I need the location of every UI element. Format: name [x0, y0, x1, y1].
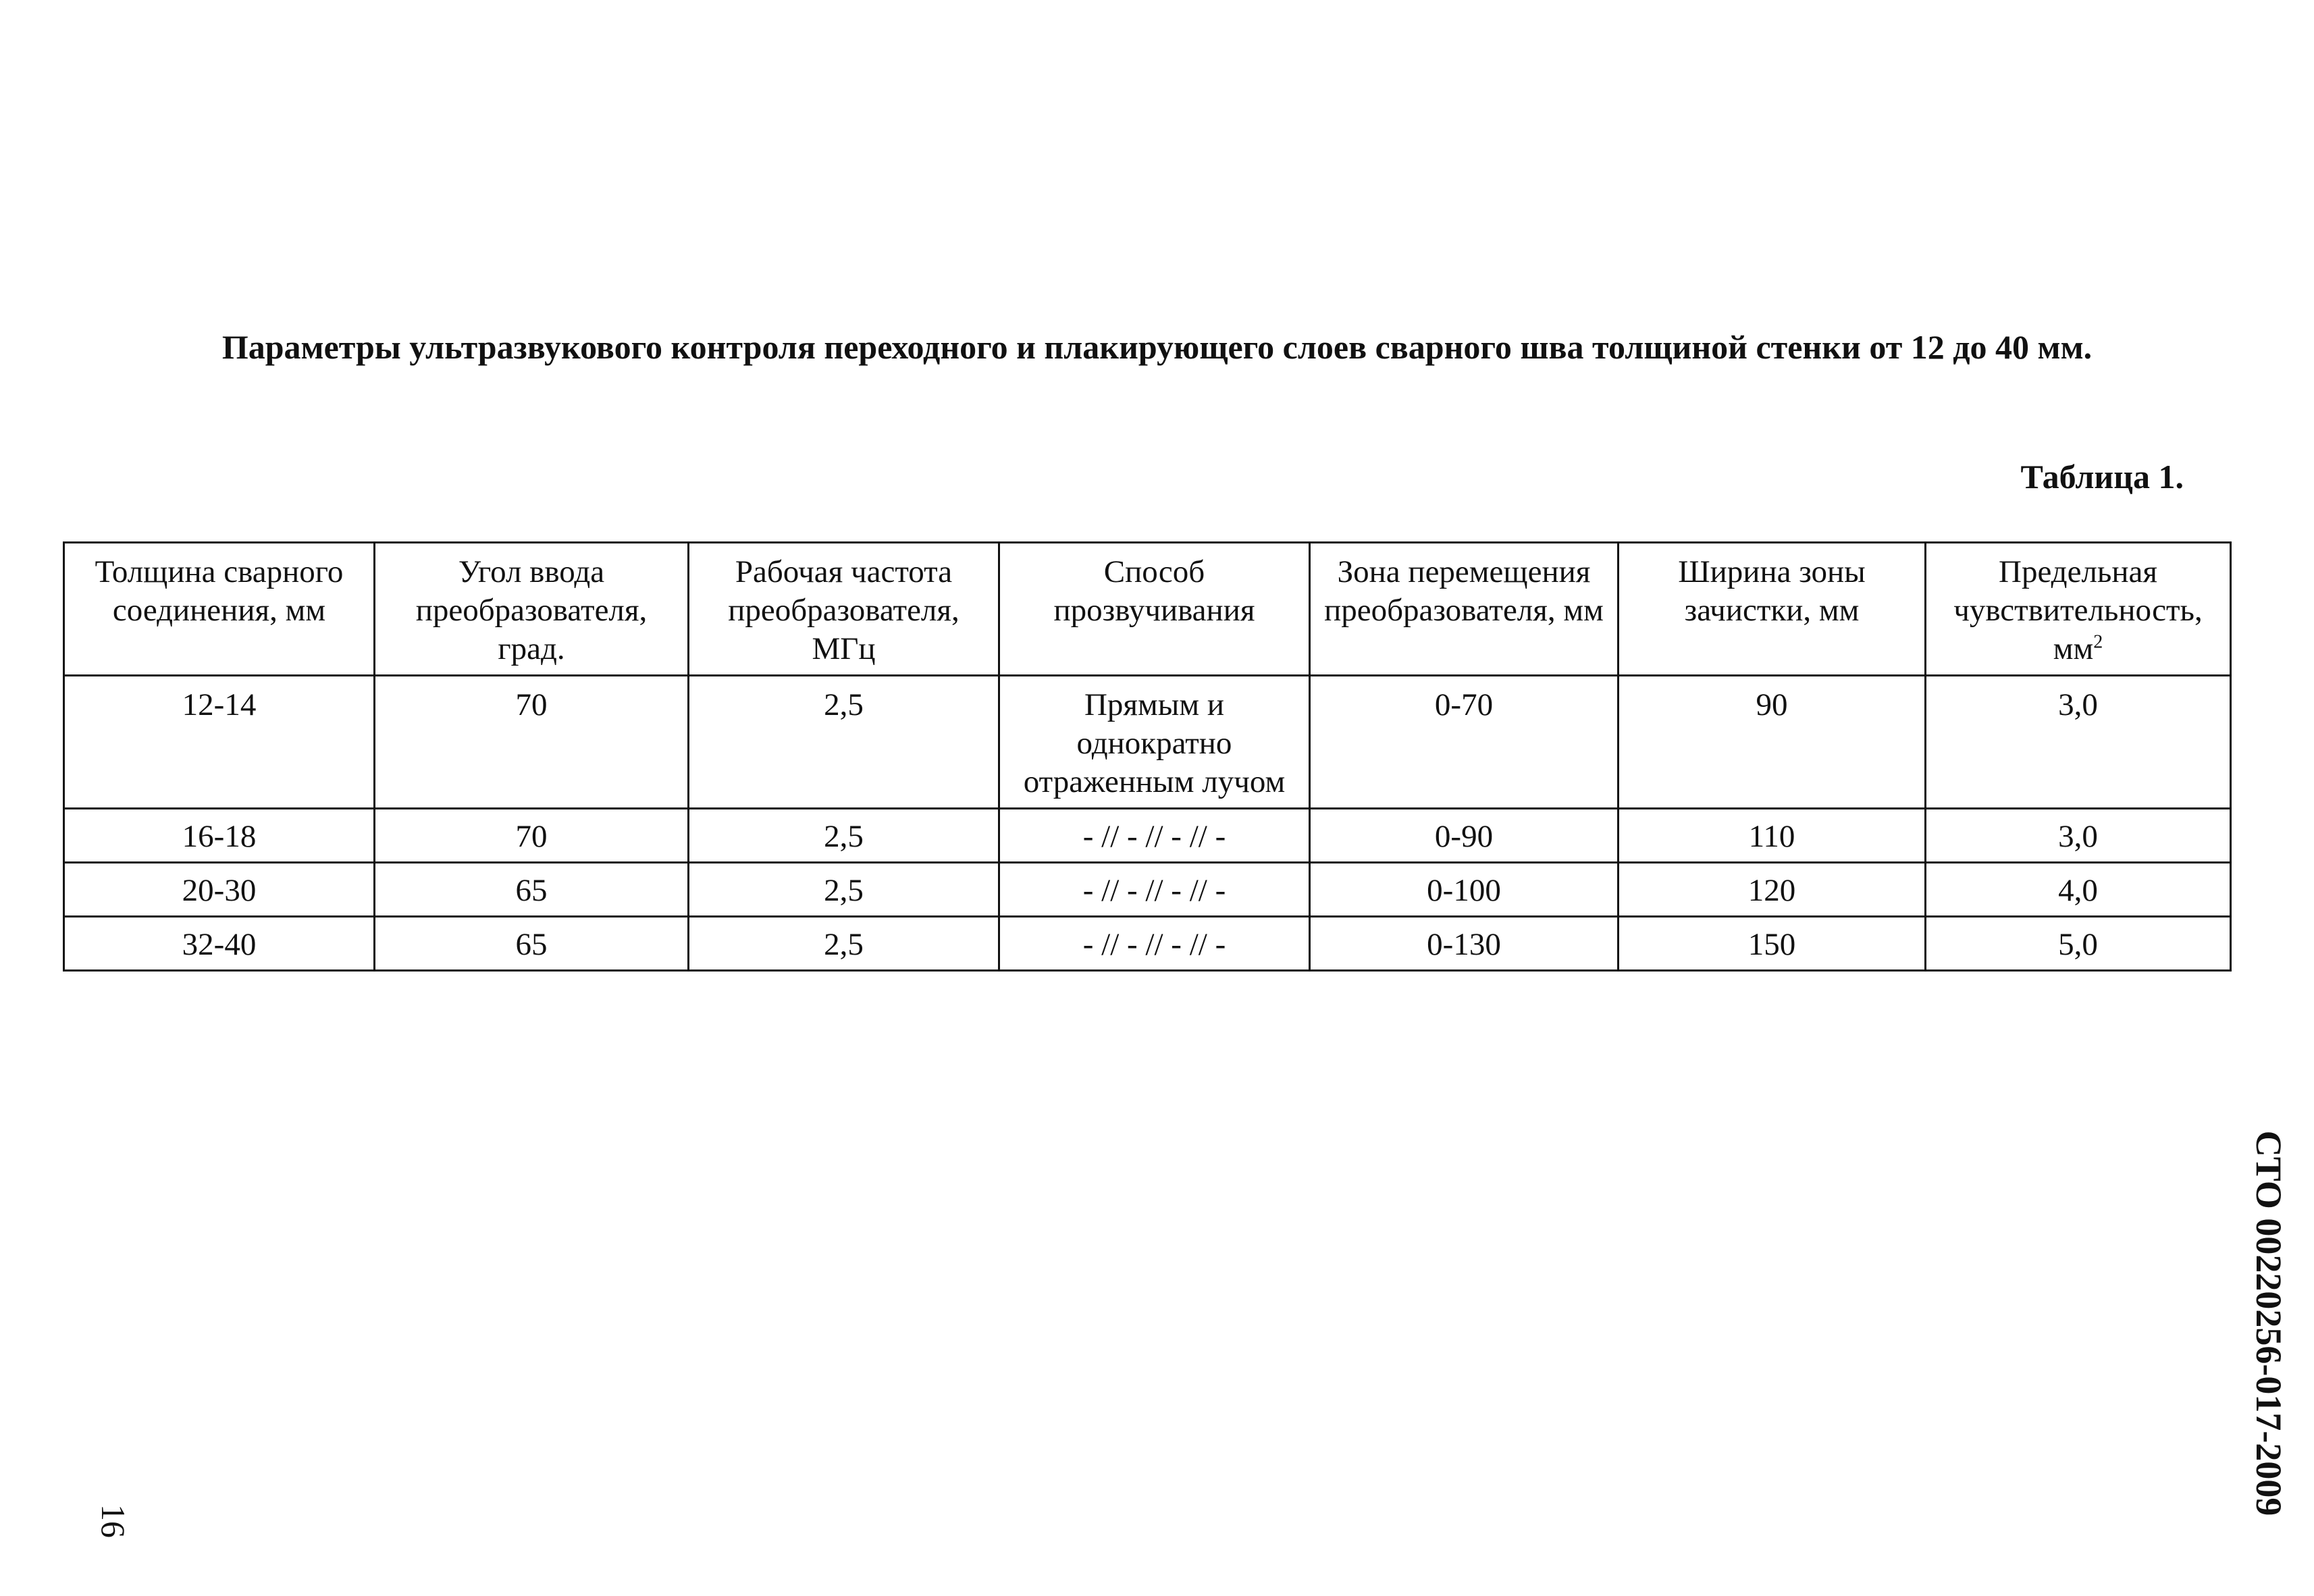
cell-angle: 65: [375, 863, 689, 917]
document-code: СТО 00220256-017-2009: [2249, 1130, 2289, 1516]
cell-movement-zone: 0-130: [1310, 917, 1619, 971]
table-number-label: Таблица 1.: [2020, 458, 2184, 496]
cell-sensitivity: 3,0: [1926, 809, 2231, 863]
cell-thickness: 20-30: [64, 863, 375, 917]
header-operating-frequency: Рабочая частота преобразователя, МГц: [689, 543, 999, 676]
header-movement-zone: Зона перемещения преобразователя, мм: [1310, 543, 1619, 676]
cell-method: - // - // - // -: [999, 863, 1310, 917]
cell-movement-zone: 0-70: [1310, 676, 1619, 809]
table-row: [64, 863, 2231, 917]
cell-frequency: 2,5: [689, 863, 999, 917]
cell-frequency: 2,5: [689, 676, 999, 809]
cell-frequency: 2,5: [689, 809, 999, 863]
cell-cleaning-width: 110: [1619, 809, 1926, 863]
cell-sensitivity: 3,0: [1926, 676, 2231, 809]
table-row: [64, 917, 2231, 971]
cell-thickness: 16-18: [64, 809, 375, 863]
table-row: [64, 809, 2231, 863]
cell-thickness: 32-40: [64, 917, 375, 971]
cell-movement-zone: 0-100: [1310, 863, 1619, 917]
header-weld-thickness: Толщина сварного соединения, мм: [64, 543, 375, 676]
header-superscript: 2: [2093, 631, 2103, 653]
table-title: Параметры ультразвукового контроля переходного и плакирующего слоев сварного шва толщиной стенки от 12 до 40 мм.: [221, 328, 2093, 366]
cell-sensitivity: 4,0: [1926, 863, 2231, 917]
header-input-angle: Угол ввода преобразователя, град.: [375, 543, 689, 676]
cell-movement-zone: 0-90: [1310, 809, 1619, 863]
table-header-row: [64, 543, 2231, 676]
cell-cleaning-width: 150: [1619, 917, 1926, 971]
cell-thickness: 12-14: [64, 676, 375, 809]
cell-angle: 70: [375, 809, 689, 863]
cell-cleaning-width: 90: [1619, 676, 1926, 809]
table-row: [64, 676, 2231, 809]
cell-sensitivity: 5,0: [1926, 917, 2231, 971]
header-limit-sensitivity: [1926, 543, 2231, 676]
cell-method: - // - // - // -: [999, 809, 1310, 863]
parameters-table: [63, 541, 2232, 972]
cell-angle: 65: [375, 917, 689, 971]
cell-cleaning-width: 120: [1619, 863, 1926, 917]
cell-method: Прямым и однократно отраженным лучом: [999, 676, 1310, 809]
header-sounding-method: Способ прозвучивания: [999, 543, 1310, 676]
header-limit-sensitivity-text: Предельная чувствительность, мм: [1953, 554, 2203, 666]
cell-angle: 70: [375, 676, 689, 809]
page-number: 16: [95, 1504, 132, 1538]
header-cleaning-zone-width: Ширина зоны зачистки, мм: [1619, 543, 1926, 676]
cell-frequency: 2,5: [689, 917, 999, 971]
cell-method: - // - // - // -: [999, 917, 1310, 971]
